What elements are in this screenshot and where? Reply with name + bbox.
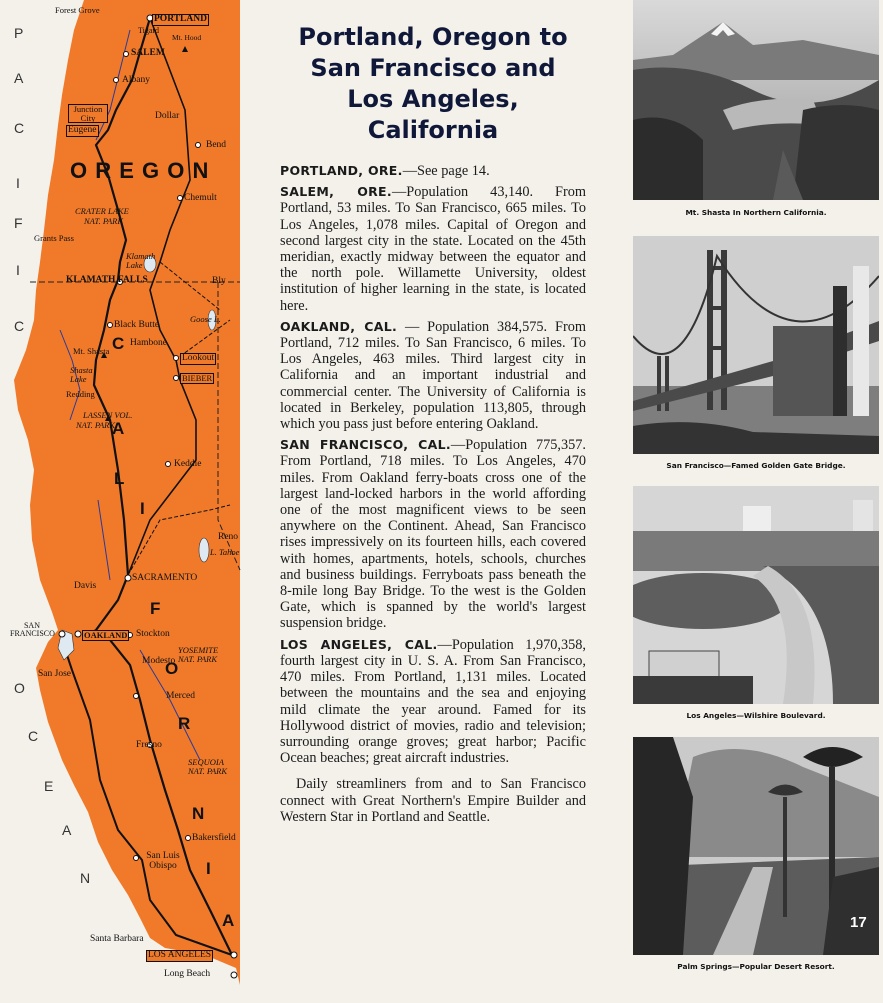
city-label: San Luis Obispo [146,851,180,871]
city-label: SAN FRANCISCO [10,621,55,638]
park-label: YOSEMITE NAT. PARK [178,645,219,664]
state-letter: C [112,334,127,353]
state-letter: O [165,659,181,678]
city-label: Albany [122,75,150,85]
city-entry-san-francisco [280,437,586,631]
entry-body: — Population 384,575. From Portland, 712 miles. To San Francisco, 6 miles. To Los Angeles, 463 miles. Third largest city in California and an important industrial and commercial center. The University of California is located in Berkeley, population 113,805, through which you pass just before entering Oakland. [280,318,586,433]
entry-heading: OAKLAND, CAL. [280,318,398,334]
state-letter: F [150,599,163,618]
state-letter: R [178,714,193,733]
ocean-letter: C [14,318,26,334]
ocean-letter: E [44,778,55,794]
city-entry-los-angeles [280,637,586,767]
park-label: LASSEN VOL. [83,410,133,420]
photo-caption: Mt. Shasta In Northern California. [685,208,827,217]
city-label: SALEM [131,48,165,58]
state-label-oregon: O R E G O N [70,158,210,183]
city-entry-oakland [280,319,586,432]
city-label: PORTLAND [154,14,207,24]
ocean-letter: P [14,25,25,41]
city-label: Long Beach [164,969,211,979]
state-letter: I [206,859,213,878]
city-label: LOS ANGELES [148,950,212,960]
closing-paragraph: Daily streamliners from and to San Francisco connect with Great Northern's Empire Builder and Western Star in Portland and Seattle. [280,776,586,825]
city-label: Black Butte [114,320,160,330]
city-label: San Jose [38,669,71,679]
photo-golden-gate [633,236,879,454]
lake-label: Shasta Lake [70,365,93,384]
city-label: Dollar [155,111,180,121]
entry-heading: LOS ANGELES, CAL. [280,636,438,652]
city-label: Redding [66,389,95,399]
ocean-letter: C [14,120,26,136]
entry-heading: PORTLAND, ORE. [280,163,403,178]
title-line: Portland, Oregon to [298,23,568,51]
entry-body: —See page 14. [402,163,490,179]
city-label: Santa Barbara [90,934,144,944]
entry-heading: SAN FRANCISCO, CAL. [280,437,451,453]
entry-body: —Population 775,357. From Portland, 718 miles. To Los Angeles, 470 miles. From Oakland ferry-boats cross one of the largest land-locked harbors in the world affording one of the most magnificent views to be seen anywhere on the Continent. Ahead, San Francisco rises impressively on its fourteen hills, each covered with homes, apartments, hotels, schools, churches and business buildings. Ferryboats pass beneath the 8-mile long Bay Bridge. To the west is the Golden Gate, which is spanned by the world's largest suspension bridge. [280,437,586,632]
park-label: NAT. PARK [84,216,124,226]
page-title [280,22,586,146]
ocean-letter: I [16,175,21,191]
title-line: San Francisco and [310,54,556,82]
city-label: Bakersfield [192,833,236,843]
photo-palm-springs [633,737,879,955]
title-line: California [367,116,499,144]
state-letter: I [140,499,147,518]
city-label: Lookout [182,353,215,363]
state-letter: A [222,911,237,930]
ocean-letter: N [80,870,92,886]
ocean-letter: O [14,680,26,696]
park-label: NAT. PARK [76,420,116,430]
entry-heading: SALEM, ORE. [280,184,392,200]
park-label: SEQUOIA NAT. PARK [188,757,228,776]
city-label: Hambone [130,338,167,348]
city-label: Tigard [138,26,160,35]
lake-label: Goose L. [190,314,221,324]
city-label: Bend [206,140,227,150]
city-label: Grants Pass [34,233,74,243]
ocean-letter: I [16,262,21,278]
city-label: Merced [166,691,196,701]
city-label: Forest Grove [55,5,100,15]
city-label: KLAMATH FALLS [66,275,148,285]
city-label: Junction City [68,104,108,123]
photo-caption: Los Angeles—Wilshire Boulevard. [686,711,826,720]
state-letter: L [114,469,127,488]
city-label: Stockton [136,629,170,639]
city-label: SACRAMENTO [132,573,198,583]
city-entry-portland [280,163,586,179]
entry-body: —Population 43,140. From Portland, 53 miles. To San Francisco, 665 miles. To Los Angeles, 1,078 miles. Capital of Oregon and second largest city in the state. Located on the 45th meridian, exactly midway between the equator and the north pole. Willamette University, oldest institution of higher learning in the state, is located here. [280,184,586,314]
title-line: Los Angeles, [347,85,519,113]
city-entry-salem [280,184,586,314]
city-label: Mt. Shasta [73,346,110,356]
ocean-letter: F [14,215,24,231]
state-letter: N [192,804,207,823]
city-label: Davis [74,581,97,591]
city-label: BIEBER [182,373,213,383]
city-label: Bly [212,276,226,286]
photo-caption: San Francisco—Famed Golden Gate Bridge. [666,461,846,470]
state-letter: A [112,419,127,438]
city-label: Mt. Hood [172,33,202,42]
city-label: Reno [218,532,239,542]
city-label: OAKLAND [84,630,128,640]
ocean-letter: A [62,822,73,838]
entry-body: —Population 1,970,358, fourth largest city in U. S. A. From San Francisco, 470 miles. From Portland, 1,131 miles. Located between the mountains and the sea and enjoying mild climate the year around. Famed for its Hollywood district of movies, radio and television; surrounding orange groves; great harbor; Pacific Ocean beaches; great aircraft industries. [280,636,587,767]
photo-wilshire-boulevard [633,486,879,704]
ocean-letter: A [14,70,25,86]
photo-mt-shasta [633,0,879,200]
city-label: Fresno [136,740,162,750]
city-label: Eugene [68,125,97,135]
lake-label: Klamath Lake [126,251,156,270]
article-column [280,22,586,825]
city-label: Chemult [184,193,217,203]
city-label: Modesto [142,656,176,666]
route-map [0,0,250,1003]
photo-caption: Palm Springs—Popular Desert Resort. [677,962,835,971]
park-label: CRATER LAKE [75,206,129,216]
city-label: Keddie [174,459,202,469]
ocean-letter: C [28,728,40,744]
page-number: 17 [850,914,867,931]
lake-label: L. Tahoe [210,547,240,557]
